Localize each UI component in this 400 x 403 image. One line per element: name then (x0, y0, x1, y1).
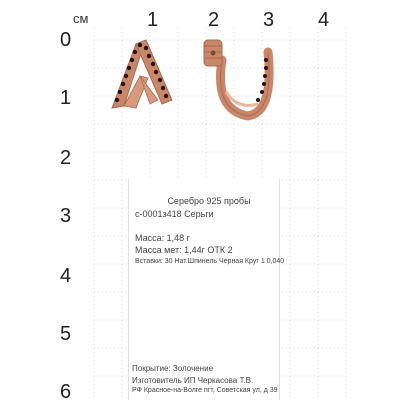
column-label-2: 2 (208, 9, 220, 31)
label-material: Серебро 925 пробы (167, 196, 251, 206)
label-coating: Покрытие: Золочение (132, 364, 214, 373)
label-metal-weight: Масса мет: 1,44г ОТК 2 (135, 245, 233, 255)
unit-label: см (73, 11, 89, 26)
row-label-5: 5 (60, 323, 72, 345)
label-manufacturer: Изготовитель ИП Черкасова Т.В. (132, 376, 254, 385)
column-label-3: 3 (263, 9, 275, 31)
label-inserts: Вставки: 30 Нат.Шпинель Черная Круг 1 0,040 (135, 258, 285, 265)
row-label-6: 6 (60, 381, 72, 403)
row-label-0: 0 (60, 29, 72, 51)
label-address: РФ Красное-на-Волге пгт, Советская ул, д 39 (132, 387, 278, 394)
row-label-3: 3 (60, 205, 72, 227)
row-label-2: 2 (60, 147, 72, 169)
row-label-1: 1 (60, 87, 72, 109)
label-weight: Масса: 1,48 г (135, 233, 190, 243)
column-label-1: 1 (147, 9, 159, 31)
column-label-4: 4 (318, 9, 330, 31)
earring-side-view (204, 40, 269, 116)
earring-v-shape (112, 40, 172, 108)
product-label-card (128, 178, 285, 400)
row-label-4: 4 (60, 265, 72, 287)
label-article: с-0001з418 Серьги (135, 209, 214, 219)
